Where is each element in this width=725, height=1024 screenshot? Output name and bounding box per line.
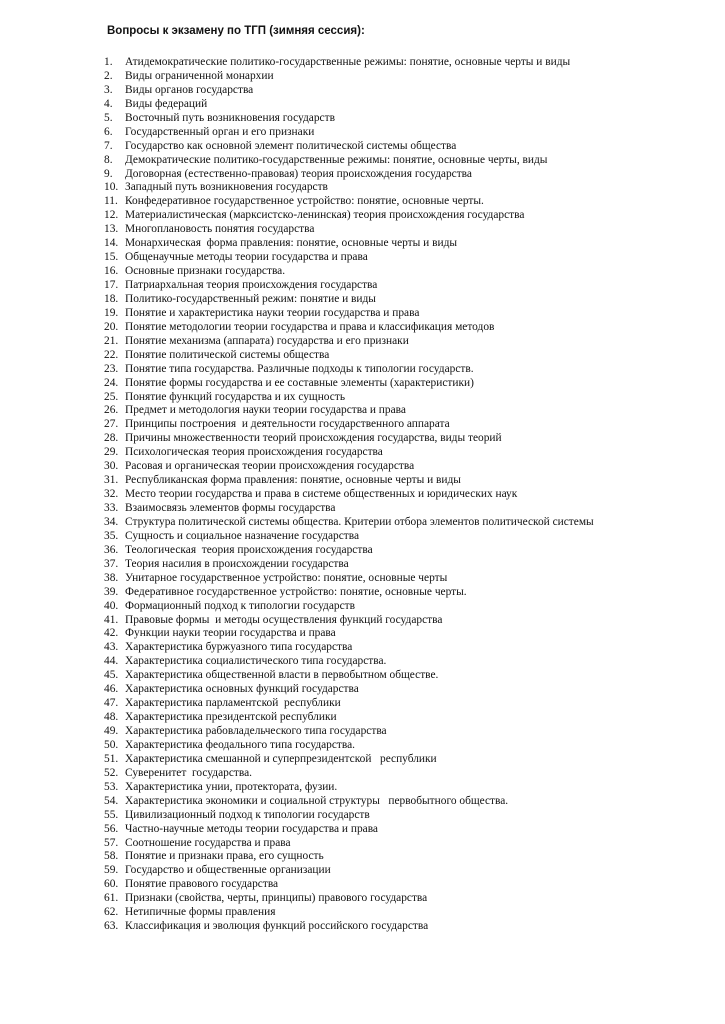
question-item — [104, 558, 714, 572]
question-number: 57. — [104, 836, 119, 849]
question-number: 43. — [104, 641, 119, 654]
question-text: Понятие функций государства и их сущность — [125, 390, 346, 403]
question-item — [104, 98, 714, 112]
question-item — [104, 251, 714, 265]
question-item — [104, 460, 714, 474]
question-text: Западный путь возникновения государств — [125, 181, 328, 194]
question-item — [104, 725, 714, 739]
question-item — [104, 920, 714, 934]
question-number: 22. — [104, 348, 119, 361]
question-number: 29. — [104, 446, 119, 459]
question-item — [104, 321, 714, 335]
question-item — [104, 753, 714, 767]
question-number: 41. — [104, 613, 119, 626]
question-item — [104, 586, 714, 600]
question-text: Понятие и признаки права, его сущность — [125, 850, 324, 863]
question-item — [104, 168, 714, 182]
question-number: 51. — [104, 752, 119, 765]
question-text: Понятие и характеристика науки теории государства и права — [125, 306, 420, 319]
question-item — [104, 363, 714, 377]
question-text: Политико-государственный режим: понятие и виды — [125, 292, 376, 305]
question-text: Частно-научные методы теории государства и права — [125, 822, 378, 835]
question-text: Понятие механизма (аппарата) государства и его признаки — [125, 334, 409, 347]
question-number: 5. — [104, 111, 113, 124]
question-text: Расовая и органическая теории происхождения государства — [125, 460, 415, 473]
question-number: 60. — [104, 878, 119, 891]
question-text: Теория насилия в происхождении государства — [125, 557, 349, 570]
question-number: 42. — [104, 627, 119, 640]
question-item — [104, 293, 714, 307]
question-item — [104, 614, 714, 628]
questions-list — [104, 56, 714, 934]
question-item — [104, 544, 714, 558]
question-text: Материалистическая (марксистско-ленинская) теория происхождения государства — [125, 209, 525, 222]
question-text: Взаимосвязь элементов формы государства — [125, 502, 336, 514]
question-text: Характеристика основных функций государства — [125, 683, 359, 696]
question-text: Атидемократические политико-государственные режимы: понятие, основные черты и виды — [125, 56, 571, 68]
question-item — [104, 600, 714, 614]
question-number: 40. — [104, 599, 119, 612]
question-number: 63. — [104, 920, 119, 933]
question-number: 18. — [104, 292, 119, 305]
question-text: Характеристика экономики и социальной структуры первобытного общества. — [125, 794, 509, 807]
question-text: Понятие методологии теории государства и права и классификация методов — [125, 320, 495, 333]
question-text: Предмет и методология науки теории государства и права — [125, 404, 406, 417]
question-number: 17. — [104, 279, 119, 291]
question-item — [104, 655, 714, 669]
question-number: 24. — [104, 376, 119, 389]
question-number: 1. — [104, 56, 113, 68]
question-text: Цивилизационный подход к типологии государств — [125, 808, 370, 821]
question-text: Восточный путь возникновения государств — [125, 111, 335, 124]
question-item — [104, 781, 714, 795]
question-item — [104, 209, 714, 223]
question-item — [104, 279, 714, 293]
question-number: 2. — [104, 69, 113, 82]
question-item — [104, 56, 714, 70]
question-item — [104, 418, 714, 432]
question-number: 26. — [104, 404, 119, 417]
question-item — [104, 349, 714, 363]
question-item — [104, 265, 714, 279]
question-item — [104, 223, 714, 237]
question-text: Конфедеративное государственное устройство: понятие, основные черты. — [125, 195, 484, 208]
question-item — [104, 112, 714, 126]
question-text: Принципы построения и деятельности государственного аппарата — [125, 418, 450, 431]
question-number: 11. — [104, 195, 118, 208]
question-number: 35. — [104, 529, 119, 542]
question-text: Характеристика социалистического типа государства. — [125, 655, 387, 668]
question-number: 37. — [104, 557, 119, 570]
question-item — [104, 850, 714, 864]
question-number: 48. — [104, 711, 119, 724]
question-item — [104, 627, 714, 641]
question-number: 4. — [104, 97, 113, 110]
question-text: Патриархальная теория происхождения государства — [125, 279, 378, 291]
question-number: 56. — [104, 822, 119, 835]
question-text: Общенаучные методы теории государства и права — [125, 251, 368, 264]
question-item — [104, 502, 714, 516]
question-number: 32. — [104, 488, 119, 501]
question-number: 61. — [104, 892, 119, 905]
question-number: 31. — [104, 474, 119, 487]
question-text: Договорная (естественно-правовая) теория происхождения государства — [125, 167, 472, 180]
question-item — [104, 237, 714, 251]
question-text: Характеристика общественной власти в первобытном обществе. — [125, 669, 439, 682]
question-item — [104, 572, 714, 586]
question-number: 13. — [104, 223, 119, 236]
question-item — [104, 516, 714, 530]
question-text: Характеристика президентской республики — [125, 711, 337, 724]
question-item — [104, 669, 714, 683]
question-text: Суверенитет государства. — [125, 766, 252, 779]
question-item — [104, 84, 714, 98]
question-text: Виды федераций — [125, 97, 208, 110]
question-number: 45. — [104, 669, 119, 682]
question-text: Правовые формы и методы осуществления функций государства — [125, 613, 443, 626]
question-item — [104, 767, 714, 781]
question-item — [104, 307, 714, 321]
question-text: Причины множественности теорий происхождения государства, виды теорий — [125, 432, 502, 445]
question-item — [104, 488, 714, 502]
question-number: 25. — [104, 390, 119, 403]
question-text: Виды ограниченной монархии — [125, 69, 274, 82]
question-item — [104, 126, 714, 140]
question-number: 52. — [104, 766, 119, 779]
question-text: Государственный орган и его признаки — [125, 125, 315, 138]
question-text: Характеристика смешанной и суперпрезидентской республики — [125, 752, 437, 765]
question-item — [104, 140, 714, 154]
question-item — [104, 474, 714, 488]
question-text: Место теории государства и права в системе общественных и юридических наук — [125, 488, 518, 501]
question-number: 49. — [104, 725, 119, 737]
question-text: Понятие политической системы общества — [125, 348, 330, 361]
question-number: 58. — [104, 850, 119, 863]
question-text: Демократические политико-государственные режимы: понятие, основные черты, виды — [125, 153, 548, 166]
question-text: Виды органов государства — [125, 83, 254, 96]
question-item — [104, 711, 714, 725]
document-title: Вопросы к экзамену по ТГП (зимняя сессия): — [107, 25, 365, 37]
question-text: Государство и общественные организации — [125, 864, 331, 877]
question-number: 55. — [104, 808, 119, 821]
question-number: 20. — [104, 320, 119, 333]
question-item — [104, 446, 714, 460]
question-item — [104, 530, 714, 544]
question-number: 6. — [104, 125, 113, 138]
question-number: 50. — [104, 738, 119, 751]
question-text: Классификация и эволюция функций российского государства — [125, 920, 429, 933]
question-text: Федеративное государственное устройство: понятие, основные черты. — [125, 585, 467, 598]
question-item — [104, 432, 714, 446]
question-item — [104, 864, 714, 878]
question-text: Характеристика феодального типа государства. — [125, 738, 356, 751]
question-number: 15. — [104, 251, 119, 264]
question-number: 10. — [104, 181, 119, 194]
question-number: 16. — [104, 265, 119, 278]
question-item — [104, 181, 714, 195]
question-text: Основные признаки государства. — [125, 265, 286, 278]
question-number: 38. — [104, 571, 119, 584]
question-text: Характеристика унии, протектората, фузии. — [125, 780, 338, 793]
question-number: 7. — [104, 139, 113, 152]
question-item — [104, 906, 714, 920]
question-text: Многоплановость понятия государства — [125, 223, 315, 236]
question-item — [104, 404, 714, 418]
question-item — [104, 697, 714, 711]
question-item — [104, 391, 714, 405]
question-item — [104, 739, 714, 753]
question-number: 62. — [104, 906, 119, 919]
question-item — [104, 892, 714, 906]
question-text: Нетипичные формы правления — [125, 906, 276, 919]
question-number: 53. — [104, 780, 119, 793]
question-text: Характеристика парламентской республики — [125, 697, 341, 710]
question-item — [104, 377, 714, 391]
question-item — [104, 837, 714, 851]
question-text: Монархическая форма правления: понятие, основные черты и виды — [125, 237, 458, 250]
question-number: 21. — [104, 334, 119, 347]
question-item — [104, 795, 714, 809]
question-text: Государство как основной элемент политической системы общества — [125, 139, 457, 152]
question-number: 34. — [104, 515, 119, 528]
question-item — [104, 823, 714, 837]
question-number: 8. — [104, 153, 113, 166]
question-text: Унитарное государственное устройство: понятие, основные черты — [125, 571, 448, 584]
question-number: 14. — [104, 237, 119, 250]
question-item — [104, 878, 714, 892]
question-item — [104, 809, 714, 823]
question-number: 27. — [104, 418, 119, 431]
question-number: 3. — [104, 83, 113, 96]
question-item — [104, 70, 714, 84]
question-number: 28. — [104, 432, 119, 445]
question-item — [104, 683, 714, 697]
question-number: 30. — [104, 460, 119, 473]
question-text: Признаки (свойства, черты, принципы) правового государства — [125, 892, 428, 905]
question-number: 47. — [104, 697, 119, 710]
question-number: 12. — [104, 209, 119, 222]
question-item — [104, 154, 714, 168]
question-text: Структура политической системы общества. Критерии отбора элементов политической системы — [125, 515, 594, 528]
question-item — [104, 641, 714, 655]
question-number: 46. — [104, 683, 119, 696]
question-number: 19. — [104, 306, 119, 319]
question-number: 54. — [104, 794, 119, 807]
question-number: 44. — [104, 655, 119, 668]
question-text: Сущность и социальное назначение государства — [125, 529, 360, 542]
question-number: 39. — [104, 585, 119, 598]
question-text: Теологическая теория происхождения государства — [125, 543, 373, 556]
question-text: Характеристика буржуазного типа государства — [125, 641, 353, 654]
question-text: Функции науки теории государства и права — [125, 627, 336, 640]
question-text: Психологическая теория происхождения государства — [125, 446, 383, 459]
question-text: Понятие типа государства. Различные подходы к типологии государств. — [125, 362, 474, 375]
question-number: 9. — [104, 167, 113, 180]
question-number: 33. — [104, 502, 119, 514]
question-item — [104, 195, 714, 209]
question-number: 23. — [104, 362, 119, 375]
question-text: Республиканская форма правления: понятие, основные черты и виды — [125, 474, 461, 487]
question-text: Соотношение государства и права — [125, 836, 291, 849]
question-text: Понятие правового государства — [125, 878, 279, 891]
question-text: Понятие формы государства и ее составные элементы (характеристики) — [125, 376, 474, 389]
question-text: Формационный подход к типологии государств — [125, 599, 356, 612]
question-number: 36. — [104, 543, 119, 556]
question-number: 59. — [104, 864, 119, 877]
question-text: Характеристика рабовладельческого типа государства — [125, 725, 387, 737]
question-item — [104, 335, 714, 349]
